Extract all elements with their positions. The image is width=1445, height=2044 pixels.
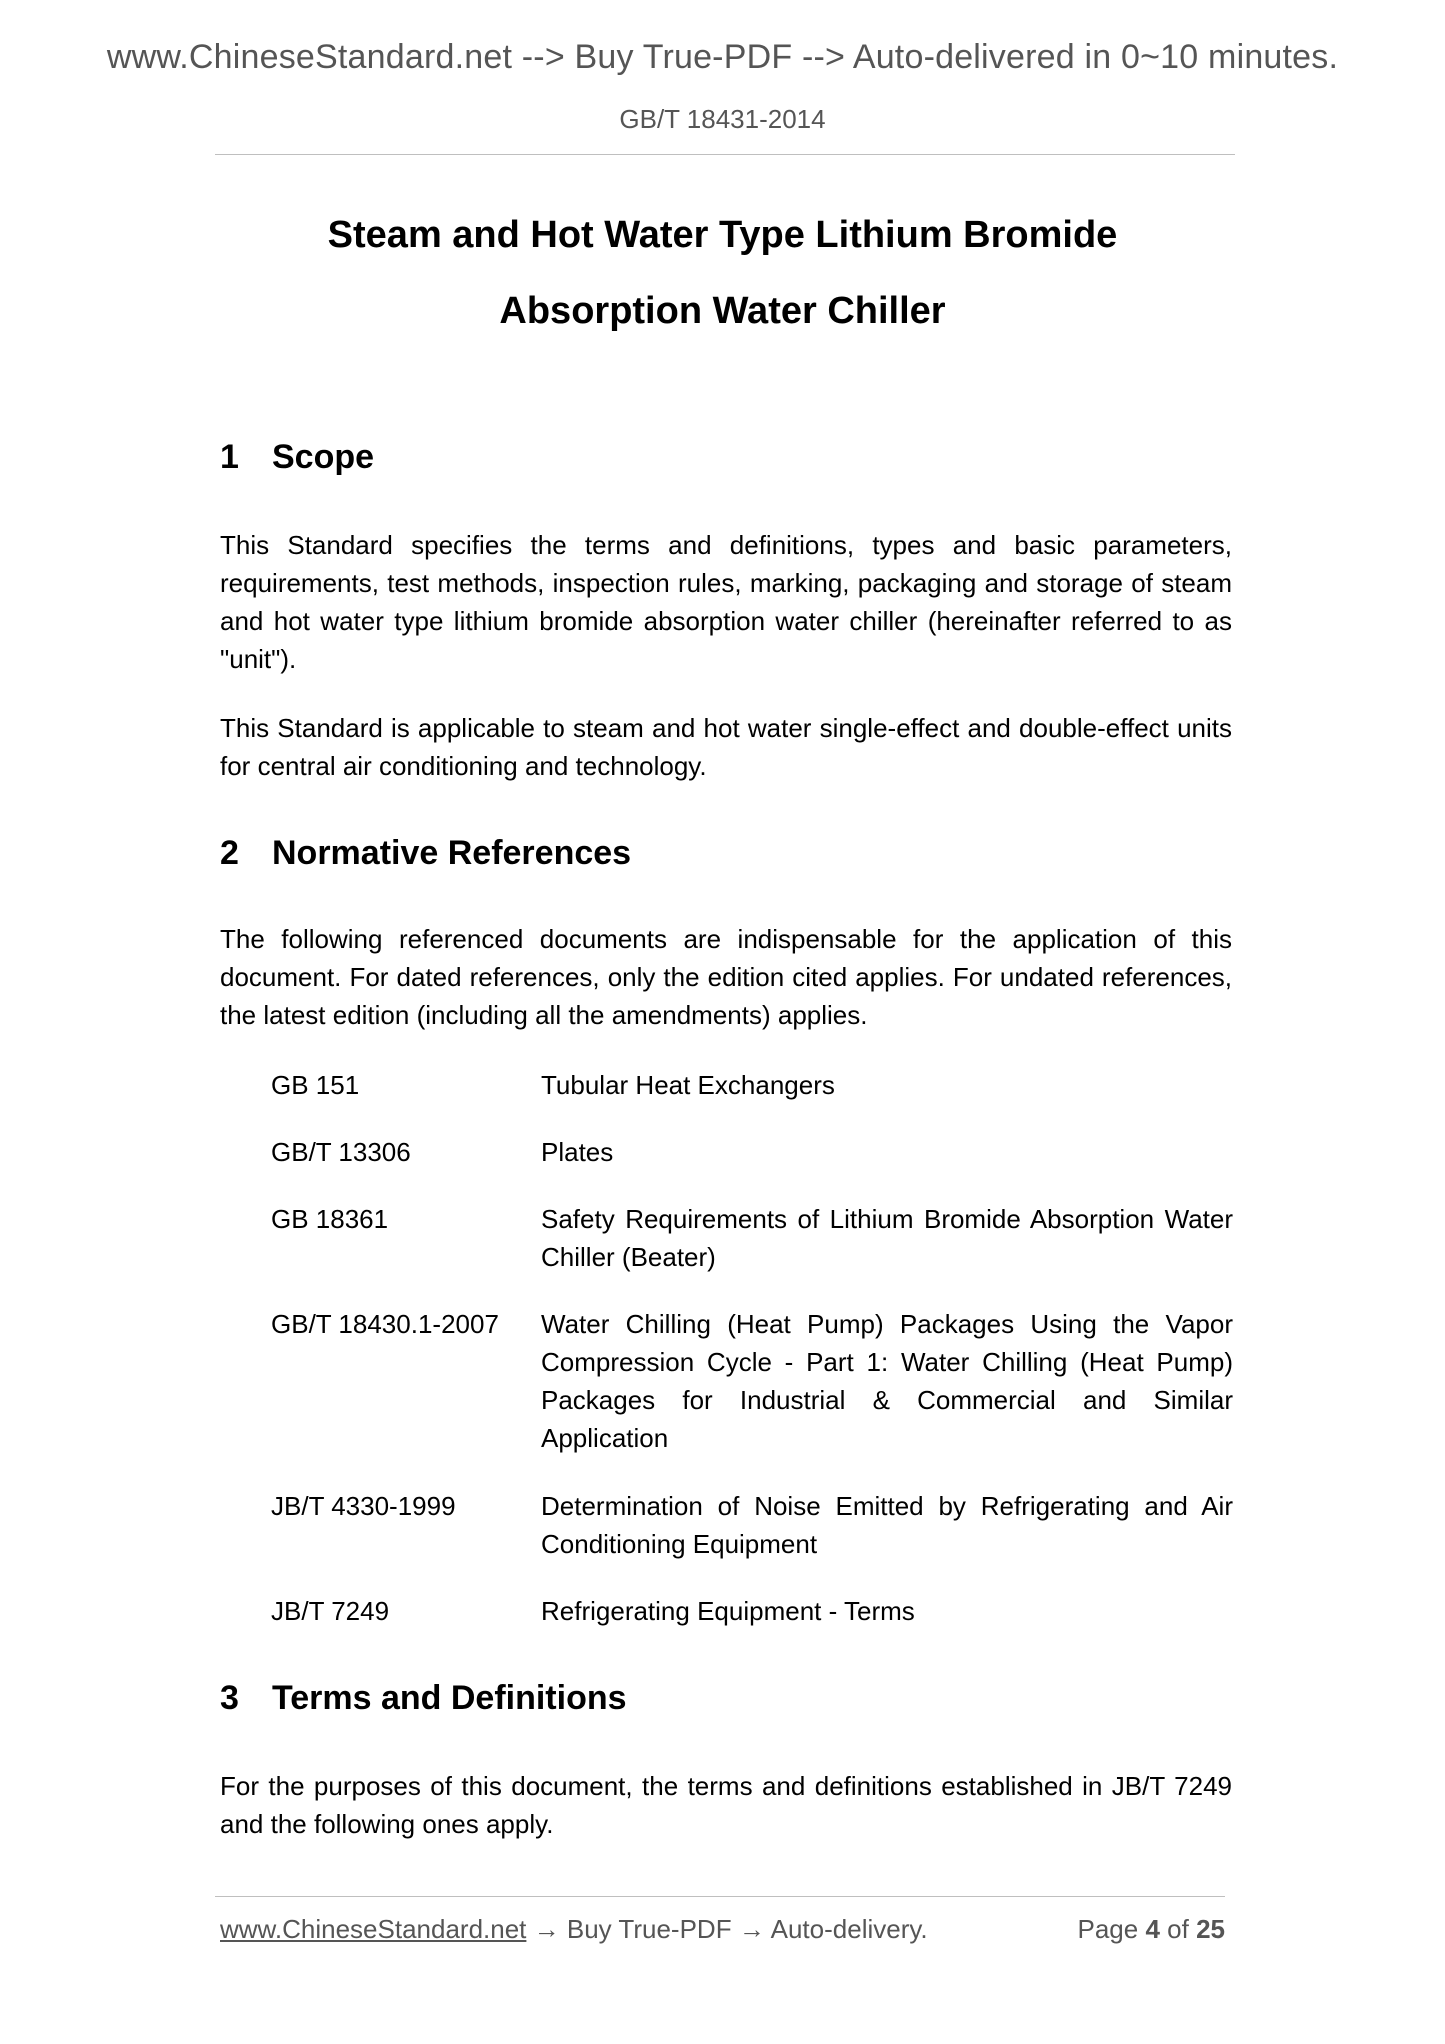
section-title: Scope bbox=[272, 438, 375, 476]
document-code: GB/T 18431-2014 bbox=[619, 104, 826, 134]
section-title: Terms and Definitions bbox=[272, 1679, 627, 1717]
reference-title: Plates bbox=[541, 1137, 614, 1167]
reference-code: GB 151 bbox=[271, 1070, 360, 1100]
header-divider bbox=[215, 154, 1235, 155]
section-number: 2 bbox=[220, 834, 239, 872]
page-label: Page bbox=[1077, 1914, 1139, 1944]
scope-paragraph-2: This Standard is applicable to steam and hot water single-effect and double-effect units for central air conditioning and technology. bbox=[220, 713, 1232, 781]
arrow-right-icon: → bbox=[533, 1914, 560, 1944]
reference-code: GB/T 18430.1-2007 bbox=[271, 1309, 499, 1339]
reference-code: JB/T 7249 bbox=[271, 1596, 390, 1626]
document-title-line-2: Absorption Water Chiller bbox=[499, 290, 946, 332]
arrow-right-icon: → bbox=[738, 1914, 765, 1944]
scope-paragraph-1: This Standard specifies the terms and definitions, types and basic parameters, requirements, test methods, inspection rules, marking, packaging and storage of steam and hot water type lithium bromide absorption water chiller (hereinafter referred to as "unit"). bbox=[220, 530, 1232, 674]
reference-title: Tubular Heat Exchangers bbox=[541, 1070, 835, 1100]
footer-left bbox=[220, 1914, 928, 1945]
section-heading-terms-and-definitions bbox=[220, 1679, 627, 1718]
footer-delivery-text: Auto-delivery. bbox=[770, 1914, 928, 1944]
footer-buy-text: Buy True-PDF bbox=[566, 1914, 732, 1944]
footer-website-link[interactable]: www.ChineseStandard.net bbox=[220, 1914, 527, 1944]
of-label: of bbox=[1167, 1914, 1189, 1944]
reference-code: JB/T 4330-1999 bbox=[271, 1491, 456, 1521]
document-title-line-1: Steam and Hot Water Type Lithium Bromide bbox=[327, 214, 1118, 256]
section-heading-normative-references bbox=[220, 834, 631, 873]
reference-code: GB/T 13306 bbox=[271, 1137, 411, 1167]
page-indicator bbox=[1077, 1914, 1225, 1945]
terms-paragraph: For the purposes of this document, the terms and definitions established in JB/T 7249 and the following ones apply. bbox=[220, 1771, 1232, 1839]
normative-references-paragraph: The following referenced documents are indispensable for the application of this document. For dated references, only the edition cited applies. For undated references, the latest edition (including all the amendments) applies. bbox=[220, 924, 1232, 1030]
section-number: 3 bbox=[220, 1679, 239, 1717]
reference-title: Refrigerating Equipment - Terms bbox=[541, 1596, 915, 1626]
reference-title: Determination of Noise Emitted by Refrigerating and Air Conditioning Equipment bbox=[541, 1491, 1233, 1559]
top-banner: www.ChineseStandard.net --> Buy True-PDF --> Auto-delivered in 0~10 minutes. bbox=[106, 38, 1339, 76]
reference-code: GB 18361 bbox=[271, 1204, 389, 1234]
reference-title: Safety Requirements of Lithium Bromide Absorption Water Chiller (Beater) bbox=[541, 1204, 1233, 1272]
footer-divider bbox=[215, 1896, 1225, 1897]
reference-title: Water Chilling (Heat Pump) Packages Using the Vapor Compression Cycle - Part 1: Water Chilling (Heat Pump) Packages for Industrial & Commercial and Similar Application bbox=[541, 1309, 1233, 1453]
section-title: Normative References bbox=[272, 834, 632, 872]
page-number: 4 bbox=[1145, 1914, 1160, 1944]
section-heading-scope bbox=[220, 438, 374, 477]
page-total: 25 bbox=[1196, 1914, 1225, 1944]
section-number: 1 bbox=[220, 438, 239, 476]
